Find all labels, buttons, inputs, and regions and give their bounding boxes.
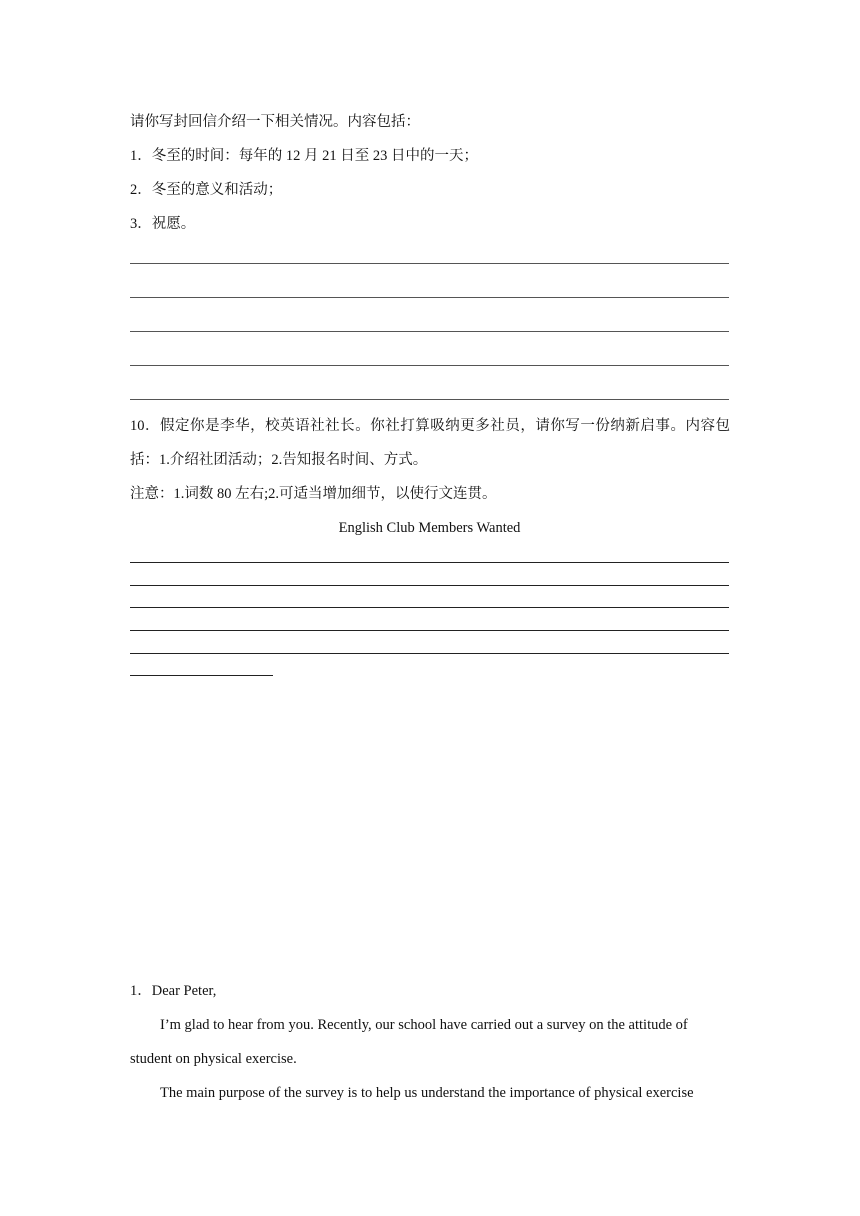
answer-para-2-line-1: The main purpose of the survey is to help us understand the importance of physical exercise [160, 1085, 694, 1101]
writing-line [130, 630, 729, 631]
answer-para-1-line-2: student on physical exercise. [130, 1051, 297, 1067]
prompt-intro: 请你写封回信介绍一下相关情况。内容包括： [130, 114, 420, 130]
question-10-note: 注意：1.词数 80 左右;2.可适当增加细节，以使行文连贯。 [130, 486, 497, 502]
writing-line-short [130, 675, 273, 676]
writing-line [130, 653, 729, 654]
writing-line [130, 263, 729, 264]
prompt-point-1: 1．冬至的时间：每年的 12 月 21 日至 23 日中的一天； [130, 148, 478, 164]
question-10-line-2: 括：1.介绍社团活动；2.告知报名时间、方式。 [130, 452, 428, 468]
writing-line [130, 399, 729, 400]
writing-line [130, 297, 729, 298]
notice-title: English Club Members Wanted [338, 520, 521, 536]
writing-line [130, 607, 729, 608]
prompt-point-2: 2．冬至的意义和活动； [130, 182, 283, 198]
writing-line [130, 365, 729, 366]
writing-line [130, 585, 729, 586]
answer-para-1-line-1: I’m glad to hear from you. Recently, our school have carried out a survey on the attitude of [160, 1017, 688, 1033]
question-10-line-1: 10．假定你是李华，校英语社社长。你社打算吸纳更多社员，请你写一份纳新启事。内容包 [130, 418, 730, 434]
writing-line [130, 562, 729, 563]
answer-greeting: 1．Dear Peter, [130, 983, 217, 999]
writing-line [130, 331, 729, 332]
prompt-point-3: 3．祝愿。 [130, 216, 196, 232]
